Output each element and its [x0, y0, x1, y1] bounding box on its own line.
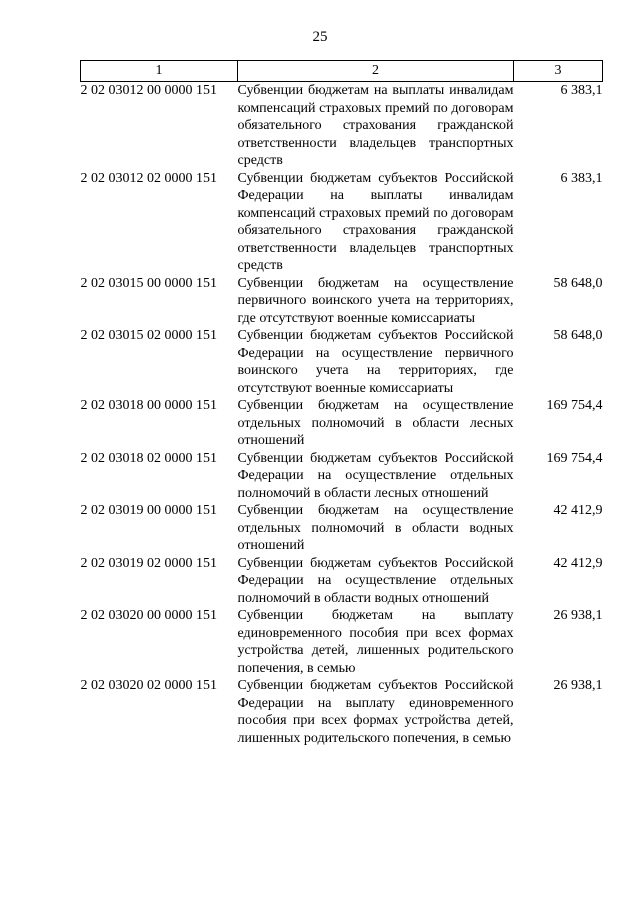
revenue-description: Субвенции бюджетам на осуществление отдельных полномочий в области водных отношений [237, 503, 514, 553]
amount-value: 58 648,0 [553, 328, 603, 343]
classification-code: 2 02 03012 00 0000 151 [80, 83, 217, 98]
amount-value: 26 938,1 [553, 608, 603, 623]
amount-value: 6 383,1 [560, 170, 603, 186]
header-col-3: 3 [514, 61, 603, 82]
classification-code: 2 02 03020 00 0000 151 [80, 608, 217, 623]
header-col-1: 1 [81, 61, 238, 82]
classification-code: 2 02 03019 00 0000 151 [80, 503, 217, 518]
amount-value: 42 412,9 [553, 503, 603, 518]
table-row [81, 82, 603, 170]
table-row [81, 502, 603, 555]
amount-value: 58 648,0 [553, 275, 603, 291]
revenue-description: Субвенции бюджетам субъектов Российской Федерации на выплату единовременного пособия при всех формах устройства детей, лишенных родительского попечения, в семью [237, 678, 514, 746]
amount-value: 169 754,4 [546, 398, 603, 413]
table-row [81, 170, 603, 275]
header-col-2: 2 [238, 61, 514, 82]
classification-code: 2 02 03019 02 0000 151 [80, 555, 217, 571]
classification-code: 2 02 03015 02 0000 151 [80, 328, 217, 343]
revenue-description: Субвенции бюджетам субъектов Российской Федерации на осуществление первичного воинского учета на территориях, где отсутствуют военные комиссариаты [237, 328, 514, 396]
table-row [81, 607, 603, 677]
table-row [81, 275, 603, 328]
classification-code: 2 02 03020 02 0000 151 [80, 678, 217, 693]
budget-table [80, 60, 603, 747]
classification-code: 2 02 03012 02 0000 151 [80, 170, 217, 186]
revenue-description: Субвенции бюджетам на осуществление первичного воинского учета на территориях, где отсутствуют военные комиссариаты [237, 275, 514, 326]
revenue-description: Субвенции бюджетам на осуществление отдельных полномочий в области лесных отношений [237, 398, 514, 448]
amount-value: 6 383,1 [560, 83, 603, 98]
header-row [81, 61, 603, 82]
classification-code: 2 02 03015 00 0000 151 [80, 275, 217, 291]
revenue-description: Субвенции бюджетам субъектов Российской Федерации на осуществление отдельных полномочий в области водных отношений [237, 555, 514, 606]
classification-code: 2 02 03018 00 0000 151 [80, 398, 217, 413]
revenue-description: Субвенции бюджетам на выплату единовременного пособия при всех формах устройства детей, лишенных родительского попечения, в семью [237, 608, 514, 676]
classification-code: 2 02 03018 02 0000 151 [80, 450, 217, 466]
revenue-description: Субвенции бюджетам субъектов Российской Федерации на осуществление отдельных полномочий в области лесных отношений [237, 450, 514, 501]
amount-value: 169 754,4 [546, 450, 603, 466]
table-row [81, 555, 603, 608]
revenue-description: Субвенции бюджетам на выплаты инвалидам компенсаций страховых премий по договорам обязательного страхования гражданской ответственности владельцев транспортных средств [237, 83, 514, 168]
table-row [81, 327, 603, 397]
amount-value: 42 412,9 [553, 555, 603, 571]
table-header [81, 61, 603, 82]
amount-value: 26 938,1 [553, 678, 603, 693]
table-row [81, 397, 603, 450]
table-row [81, 450, 603, 503]
table-body [81, 82, 603, 748]
revenue-description: Субвенции бюджетам субъектов Российской Федерации на выплаты инвалидам компенсаций страховых премий по договорам обязательного страхования гражданской ответственности владельцев транспортных средств [237, 170, 514, 273]
page-number: 25 [312, 29, 328, 45]
table-row [81, 677, 603, 747]
